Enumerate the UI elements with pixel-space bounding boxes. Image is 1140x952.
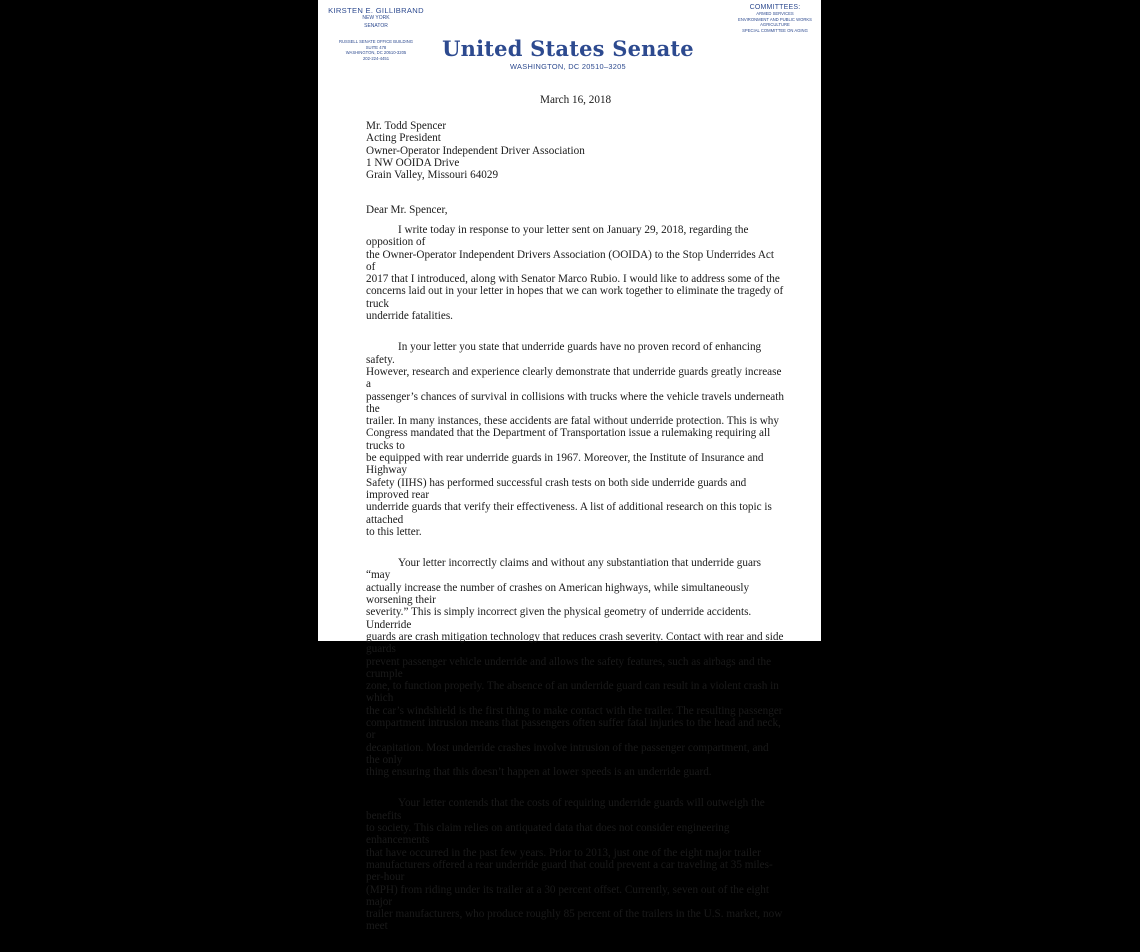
body-paragraph: Your letter contends that the costs of requiring underride guards will outweigh the benefits to society. This claim relies on antiquated data that does not consider engineering enhancements that have occurred in the past few years. Prior to 2013, just one of the eight major trailer manufacturers offered a rear underride guard that could prevent a car traveling at 35 miles-per-hour (MPH) from riding under its trailer at a 30 percent offset. Currently, seven out of the eight major trailer manufacturers, who produce roughly 85 percent of the trailers in the U.S. market, now meet [366,797,783,933]
office-line: RUSSELL SENATE OFFICE BUILDING [339,39,413,44]
letter-body [366,224,784,952]
recipient-line: 1 NW OOIDA Drive [366,156,460,169]
committee-item: AGRICULTURE [760,22,790,28]
office-line: 202-224-4451 [362,55,390,61]
body-paragraph: In your letter you state that underride guards have no proven record of enhancing safety. However, research and experience clearly demonstrate that underride guards greatly increase a passenger’s chances of survival in collisions with trucks where the vehicle travels underneath the trailer. In many instances, these accidents are fatal without underride protection. This is why Congress mandated that the Department of Transportation issue a rulemaking requiring all trucks to be equipped with rear underride guards in 1967. Moreover, the Institute of Insurance and Highway Safety (IIHS) has performed successful crash tests on both side underride guards and improved rear underride guards that verify their effectiveness. A list of additional research on this topic is attached to this letter. [366,341,784,538]
salutation: Dear Mr. Spencer, [366,204,448,216]
body-paragraph: Your letter incorrectly claims and without any substantiation that underride guars “may actually increase the number of crashes on American highways, while simultaneously worsening their severity.” This is simply incorrect given the physical geometry of underride accidents. Underride guards are crash mitigation technology that reduces crash severity. Contact with rear and side guards prevent passenger vehicle underride and allows the safety features, such as airbags and the crumple zone, to function properly. The absence of an underride guard can result in a violent crash in which the car’s windshield is the first thing to make contact with the trailer. The resulting passenger compartment intrusion means that passengers often suffer fatal injuries to the head and neck, or decapitation. Most underride crashes involve intrusion of the passenger compartment, and the only thing ensuring that this doesn’t happen at lower speeds is an underride guard. [366,557,784,779]
recipient-line: Acting President [366,132,441,145]
committee-item: ARMED SERVICES [756,11,794,16]
recipient-line: Owner-Operator Independent Driver Association [366,144,585,157]
recipient-line: Mr. Todd Spencer [366,120,447,132]
senator-state: NEW YORK [362,15,390,21]
senator-role: SENATOR [364,22,388,29]
senator-letterhead [326,6,426,61]
body-paragraph: I write today in response to your letter sent on January 29, 2018, regarding the opposition of the Owner-Operator Independent Drivers Association (OOIDA) to the Stop Underrides Act of 2017 that I introduced, along with Senator Marco Rubio. I would like to address some of the concerns laid out in your letter in hopes that we can work together to eliminate the tragedy of truck underride fatalities. [366,224,784,323]
letter-page [318,0,821,933]
office-line: SUITE 478 [365,44,387,50]
recipient-address [366,120,585,181]
committee-item: SPECIAL COMMITTEE ON AGING [742,27,808,33]
letter-date: March 16, 2018 [540,94,612,106]
senate-city: WASHINGTON, DC 20510–3205 [510,62,626,71]
senator-name: KIRSTEN E. GILLIBRAND [328,6,424,15]
senate-masthead [438,36,698,71]
committees-title: COMMITTEES: [749,4,801,11]
committees-block [730,4,820,33]
committee-item: ENVIRONMENT AND PUBLIC WORKS [738,16,812,22]
senate-name: United States Senate [442,36,694,61]
office-address [326,39,426,61]
recipient-line: Grain Valley, Missouri 64029 [366,169,499,182]
office-line: WASHINGTON, DC 20510-3205 [345,50,407,56]
